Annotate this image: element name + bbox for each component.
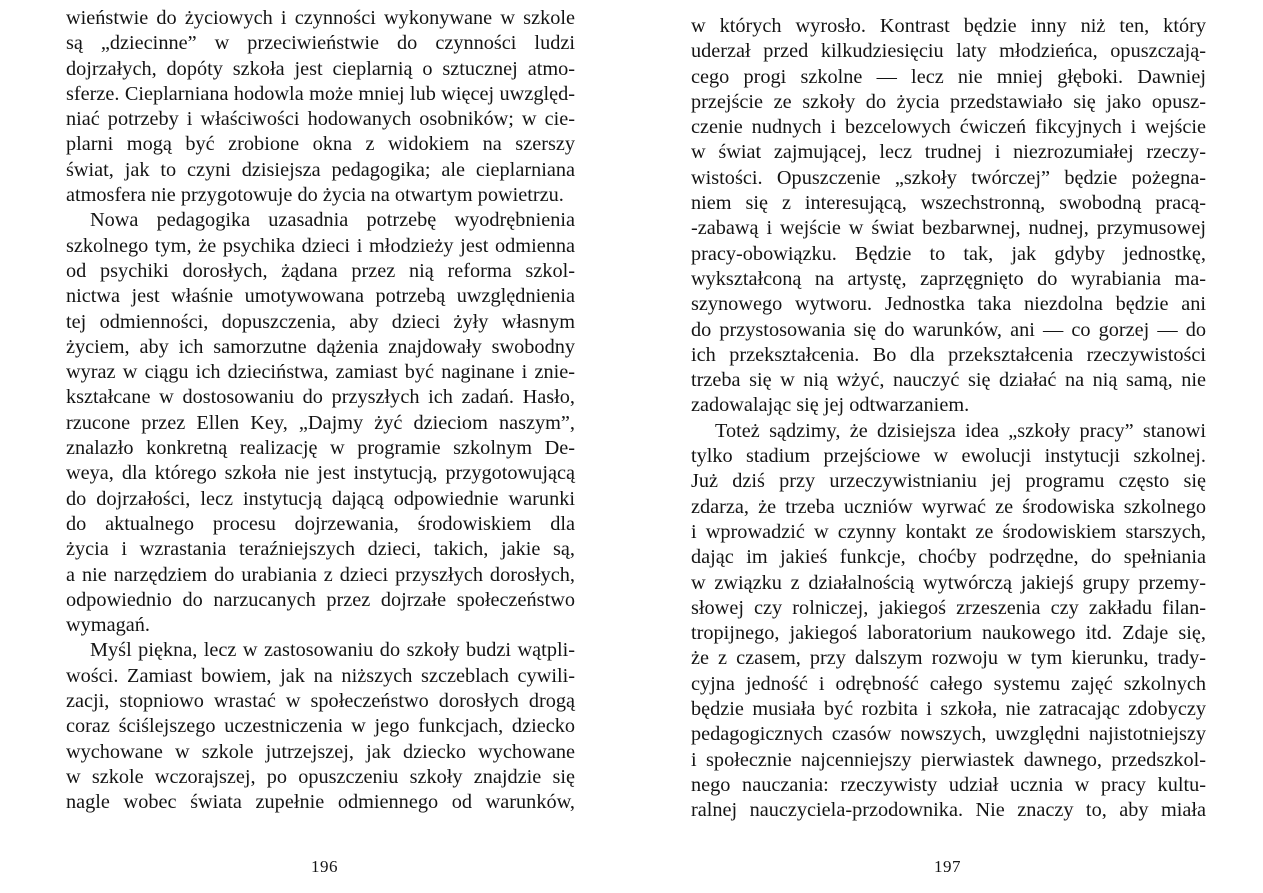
text-line: do dojrzałości, lecz instytucją dającą odpowiednie warunki	[66, 487, 575, 510]
text-line: do aktualnego procesu dojrzewania, środowiskiem dla	[66, 512, 575, 535]
left-page-text	[66, 6, 575, 816]
text-line: ralnej nauczyciela-przodownika. Nie znaczy to, aby miała	[691, 799, 1206, 822]
page-number: 197	[934, 857, 961, 876]
text-line: życiem, aby ich samorzutne dążenia znajdowały swobodny	[66, 335, 575, 358]
text-line: tylko stadium przejściowe w ewolucji instytucji szkolnej.	[691, 445, 1206, 468]
paragraph-start-line: Nowa pedagogika uzasadnia potrzebę wyodrębnienia	[90, 209, 575, 232]
text-line: atmosfera nie przygotowuje do życia na otwartym powietrzu.	[66, 184, 564, 207]
text-line: zacji, stopniowo wrastać w społeczeństwo dorosłych drogą	[66, 690, 575, 713]
text-line: wieństwie do życiowych i czynności wykonywane w szkole	[66, 7, 575, 29]
text-line: będzie musiała być rozbita i szkoła, nie zatracając zdobyczy	[691, 698, 1206, 721]
text-line: plarni mogą być zrobione okna z widokiem na szerszy	[66, 133, 575, 156]
text-line: od psychiki dorosłych, żądana przez nią reforma szkol-	[66, 259, 575, 282]
text-line: wykształconą na artystę, zaprzęgnięto do wyrabiania ma-	[691, 267, 1206, 290]
right-page	[631, 0, 1263, 893]
text-line: w związku z działalnością wytwórczą jakiejś grupy przemy-	[691, 571, 1206, 594]
text-line: tropijnego, jakiegoś laboratorium naukowego itd. Zdaje się,	[691, 622, 1206, 645]
text-line: cego progi szkolne — lecz nie mniej głęboki. Dawniej	[691, 65, 1206, 88]
text-line: świat, jak to czyni dzisiejsza pedagogika; ale cieplarniana	[66, 158, 575, 181]
text-line: weya, dla którego szkoła nie jest instytucją, przygotowującą	[66, 462, 575, 485]
text-line: w świat zajmującej, lecz trudnej i niezrozumiałej rzeczy-	[691, 141, 1206, 164]
text-line: dojrzałych, dopóty szkoła jest cieplarnią o sztucznej atmo-	[66, 57, 575, 80]
text-line: wyraz w ciągu ich dzieciństwa, zamiast być naginane i znie-	[66, 361, 575, 384]
text-line: Już dziś przy urzeczywistnianiu jej programu często się	[691, 470, 1206, 493]
text-line: szkolnego tym, że psychika dzieci i młodzieży jest odmienna	[66, 234, 575, 257]
text-line: ich przekształcenia. Bo dla przekształcenia rzeczywistości	[691, 343, 1206, 366]
text-line: w szkole wczorajszej, po opuszczeniu szkoły znajdzie się	[66, 765, 575, 788]
text-line: że z czasem, przy dalszym rozwoju w tym kierunku, trady-	[691, 647, 1206, 670]
text-line: znalazło konkretną realizację w programie szkolnym De-	[66, 437, 575, 460]
text-line: do przystosowania się do warunków, ani — co gorzej — do	[691, 318, 1206, 341]
text-line: życia i wzrastania teraźniejszych dzieci, takich, jakie są,	[66, 538, 575, 561]
paragraph-start-line: Toteż sądzimy, że dzisiejsza idea „szkoły pracy” stanowi	[715, 419, 1206, 442]
text-line: sferze. Cieplarniana hodowla może mniej lub więcej uwzględ-	[66, 82, 575, 105]
text-line: uderzał przed kilkudziesięciu laty młodzieńca, opuszczają-	[691, 40, 1206, 63]
text-line: kształcane w dostosowaniu do przyszłych ich zadań. Hasło,	[66, 386, 575, 409]
text-line: odpowiednio do narzucanych przez dojrzałe społeczeństwo	[66, 588, 575, 611]
right-page-text	[691, 14, 1206, 824]
text-line: coraz ściślejszego uczestniczenia w jego funkcjach, dziecko	[66, 715, 575, 738]
text-line: wości. Zamiast bowiem, jak na niższych szczeblach cywili-	[66, 664, 575, 687]
text-line: nagle wobec świata zupełnie odmiennego od warunków,	[66, 791, 575, 814]
page-number: 196	[311, 857, 338, 876]
text-line: wychowane w szkole jutrzejszej, jak dziecko wychowane	[66, 740, 575, 763]
text-line: i wprowadzić w czynny kontakt ze środowiskiem starszych,	[691, 520, 1206, 543]
text-line: trzeba się w nią wżyć, nauczyć się działać na nią samą, nie	[691, 369, 1206, 392]
left-page	[0, 0, 631, 893]
text-line: są „dziecinne” w przeciwieństwie do czynności ludzi	[66, 32, 575, 55]
text-line: niem się z interesującą, wszechstronną, swobodną pracą-	[691, 192, 1206, 215]
text-line: -zabawą i wejście w świat bezbarwnej, nudnej, przymusowej	[691, 217, 1206, 240]
text-line: zdarza, że trzeba uczniów wyrwać ze środowiska szkolnego	[691, 495, 1206, 518]
text-line: a nie narzędziem do urabiania z dzieci przyszłych dorosłych,	[66, 563, 575, 586]
text-line: w których wyrosło. Kontrast będzie inny niż ten, który	[691, 15, 1206, 37]
text-line: nego nauczania: rzeczywisty udział ucznia w pracy kultu-	[691, 773, 1206, 796]
text-line: przejście ze szkoły do życia przedstawiało się jako opusz-	[691, 90, 1206, 113]
text-line: pedagogicznych czasów nowszych, uwzględni najistotniejszy	[691, 723, 1206, 746]
text-line: dając im jakieś funkcje, choćby podrzędne, do spełniania	[691, 546, 1206, 569]
text-line: i społecznie najcenniejszy pierwiastek dawnego, przedszkol-	[691, 748, 1206, 771]
paragraph-start-line: Myśl piękna, lecz w zastosowaniu do szkoły budzi wątpli-	[90, 639, 575, 662]
text-line: szynowego wytworu. Jednostka taka niezdolna będzie ani	[691, 293, 1206, 316]
text-line: wymagań.	[66, 614, 150, 637]
text-line: słowej czy rolniczej, jakiegoś zrzeszenia czy zakładu filan-	[691, 596, 1206, 619]
text-line: wistości. Opuszczenie „szkoły twórczej” będzie pożegna-	[691, 166, 1206, 189]
text-line: czenie nudnych i bezcelowych ćwiczeń fikcyjnych i wejście	[691, 116, 1206, 139]
text-line: pracy-obowiązku. Będzie to tak, jak gdyby jednostkę,	[691, 242, 1206, 265]
text-line: cyjna jedność i odrębność całego systemu zajęć szkolnych	[691, 672, 1206, 695]
text-line: tej odmienności, dopuszczenia, aby dzieci żyły własnym	[66, 310, 575, 333]
text-line: niać potrzeby i właściwości hodowanych osobników; w cie-	[66, 108, 575, 131]
text-line: nictwa jest właśnie umotywowana potrzebą uwzględnienia	[66, 285, 575, 308]
text-line: rzucone przez Ellen Key, „Dajmy żyć dzieciom naszym”,	[66, 411, 575, 434]
text-line: zadowalając się jej odtwarzaniem.	[691, 394, 970, 417]
